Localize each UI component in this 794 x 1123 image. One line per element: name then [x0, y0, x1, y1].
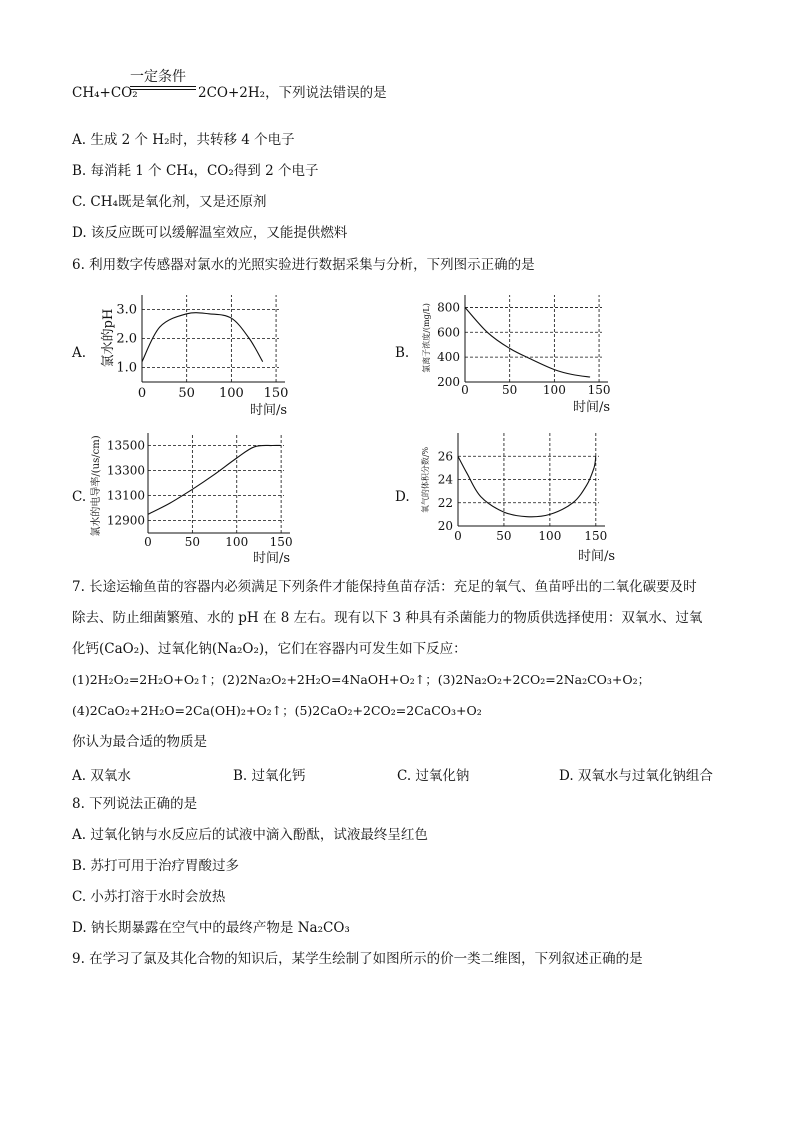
q5-lhs: CH₄+CO₂ — [72, 85, 138, 101]
q5-rhs: 2CO+2H₂，下列说法错误的是 — [198, 85, 387, 101]
chart-a-xtick-label: 150 — [263, 386, 289, 401]
q8-option-a: A. 过氧化钠与水反应后的试液中滴入酚酞，试液最终呈红色 — [72, 827, 428, 843]
chart-d-ytick-label: 22 — [437, 495, 453, 510]
chart-b-ytick-label: 800 — [437, 300, 460, 315]
chart-d-ylabel: 氧气的体积分数/% — [421, 446, 430, 514]
chart-b-ytick-label: 600 — [437, 325, 460, 340]
chart-c-xticks — [144, 535, 292, 549]
chart-a-xtick-label: 50 — [178, 386, 195, 401]
chart-b-yticks — [437, 300, 460, 389]
q7-stem-1: 7. 长途运输鱼苗的容器内必须满足下列条件才能保持鱼苗存活：充足的氧气、鱼苗呼出的二氧化碳要及时 — [72, 579, 697, 595]
chart-b-xtick-label: 100 — [542, 383, 566, 397]
chart-b-xlabel: 时间/s — [573, 400, 611, 415]
chart-b-xticks — [461, 383, 610, 397]
chart-a-letter: A. — [72, 345, 87, 361]
chart-d-ytick-label: 20 — [437, 519, 453, 533]
chart-d-grid — [458, 433, 599, 526]
chart-c-letter: C. — [72, 489, 87, 505]
chart-a-line — [142, 313, 263, 362]
q5-condition: 一定条件 — [130, 69, 186, 85]
q7-equations-2: (4)2CaO₂+2H₂O=2Ca(OH)₂+O₂↑；(5)2CaO₂+2CO₂=2CaCO₃+O₂ — [72, 703, 482, 718]
chart-c-xlabel: 时间/s — [253, 551, 291, 566]
chart-c-line — [148, 445, 281, 514]
chart-c-xtick-label: 100 — [225, 535, 249, 549]
chart-a-ytick-label: 3.0 — [116, 302, 137, 318]
q5-option-c: C. CH₄既是氧化剂，又是还原剂 — [72, 194, 267, 210]
q5-arrow-line-top — [130, 86, 196, 87]
q7-option-c: C. 过氧化钠 — [397, 768, 470, 784]
chart-c-ytick-label: 12900 — [106, 513, 145, 528]
chart-c-xtick-label: 0 — [144, 535, 152, 549]
chart-d-yticks — [438, 449, 454, 533]
q7-equations-1: (1)2H₂O₂=2H₂O+O₂↑；(2)2Na₂O₂+2H₂O=4NaOH+O₂↑；(3)2Na₂O₂+2CO₂=2Na₂CO₃+O₂； — [72, 672, 651, 687]
q8-option-d: D. 钠长期暴露在空气中的最终产物是 Na₂CO₃ — [72, 920, 350, 936]
q8-option-b: B. 苏打可用于治疗胃酸过多 — [72, 858, 240, 874]
chart-d-xtick-label: 50 — [496, 529, 512, 543]
chart-d-line — [458, 456, 596, 517]
chart-d-ytick-label: 26 — [437, 449, 453, 464]
chart-b-xtick-label: 150 — [587, 383, 611, 397]
chart-a-xtick-label: 100 — [218, 386, 244, 401]
q7-stem-2: 除去、防止细菌繁殖、水的 pH 在 8 左右。现有以下 3 种具有杀菌能力的物质供选择使用：双氧水、过氧 — [72, 610, 703, 626]
chart-b-line — [465, 307, 590, 377]
chart-d-ytick-label: 24 — [437, 472, 453, 487]
q7-stem-3: 化钙(CaO₂)、过氧化钠(Na₂O₂)，它们在容器内可发生如下反应： — [72, 641, 467, 657]
chart-b-ytick-label: 400 — [437, 350, 460, 365]
q6-stem: 6. 利用数字传感器对氯水的光照实验进行数据采集与分析，下列图示正确的是 — [72, 257, 535, 273]
chart-c-yticks — [107, 439, 145, 528]
chart-b-ylabel: 氯离子浓度/(mg/L) — [422, 303, 431, 373]
chart-c-ytick-label: 13500 — [106, 438, 145, 453]
chart-d-xticks — [454, 529, 607, 543]
chart-c-ylabel: 氯水的电导率/(us/cm) — [91, 435, 102, 537]
q8-option-c: C. 小苏打溶于水时会放热 — [72, 889, 226, 905]
chart-b-xtick-label: 0 — [461, 383, 469, 397]
chart-d-xtick-label: 0 — [454, 529, 462, 543]
q7-option-a: A. 双氧水 — [72, 768, 131, 784]
chart-a-xtick-label: 0 — [137, 386, 147, 401]
chart-d-xtick-label: 100 — [538, 529, 562, 543]
chart-d-xlabel: 时间/s — [578, 549, 616, 564]
chart-a-xticks — [138, 386, 289, 401]
chart-a-ytick-label: 1.0 — [116, 360, 137, 376]
chart-a — [95, 290, 305, 422]
chart-a-ylabel: 氯水的pH — [101, 308, 116, 368]
chart-b-letter: B. — [395, 345, 410, 361]
q9-stem: 9. 在学习了氯及其化合物的知识后，某学生绘制了如图所示的价一类二维图，下列叙述正确的是 — [72, 951, 643, 967]
chart-a-xlabel: 时间/s — [250, 403, 288, 418]
chart-c-xtick-label: 150 — [269, 535, 293, 549]
q5-option-a: A. 生成 2 个 H₂时，共转移 4 个电子 — [72, 132, 295, 148]
chart-b-ytick-label: 200 — [437, 375, 460, 389]
chart-a-grid — [142, 295, 279, 382]
q7-option-b: B. 过氧化钙 — [233, 768, 306, 784]
chart-b-grid — [465, 295, 602, 382]
q7-option-d: D. 双氧水与过氧化钠组合 — [559, 768, 713, 784]
chart-c-grid — [148, 433, 284, 533]
chart-d-letter: D. — [395, 489, 410, 505]
chart-d-xtick-label: 150 — [584, 529, 608, 543]
q7-ask: 你认为最合适的物质是 — [72, 734, 207, 750]
q5-arrow-line-bottom — [130, 89, 196, 90]
chart-c-xtick-label: 50 — [184, 535, 201, 549]
chart-c — [85, 430, 305, 570]
chart-d — [415, 430, 635, 570]
chart-c-ytick-label: 13300 — [106, 463, 145, 478]
chart-c-ytick-label: 13100 — [106, 488, 145, 503]
chart-b — [418, 290, 628, 422]
q8-stem: 8. 下列说法正确的是 — [72, 796, 198, 812]
chart-a-yticks — [116, 303, 137, 376]
chart-a-ytick-label: 2.0 — [116, 331, 137, 347]
q5-option-b: B. 每消耗 1 个 CH₄，CO₂得到 2 个电子 — [72, 163, 319, 179]
q5-option-d: D. 该反应既可以缓解温室效应，又能提供燃料 — [72, 225, 348, 241]
chart-b-xtick-label: 50 — [502, 383, 518, 397]
